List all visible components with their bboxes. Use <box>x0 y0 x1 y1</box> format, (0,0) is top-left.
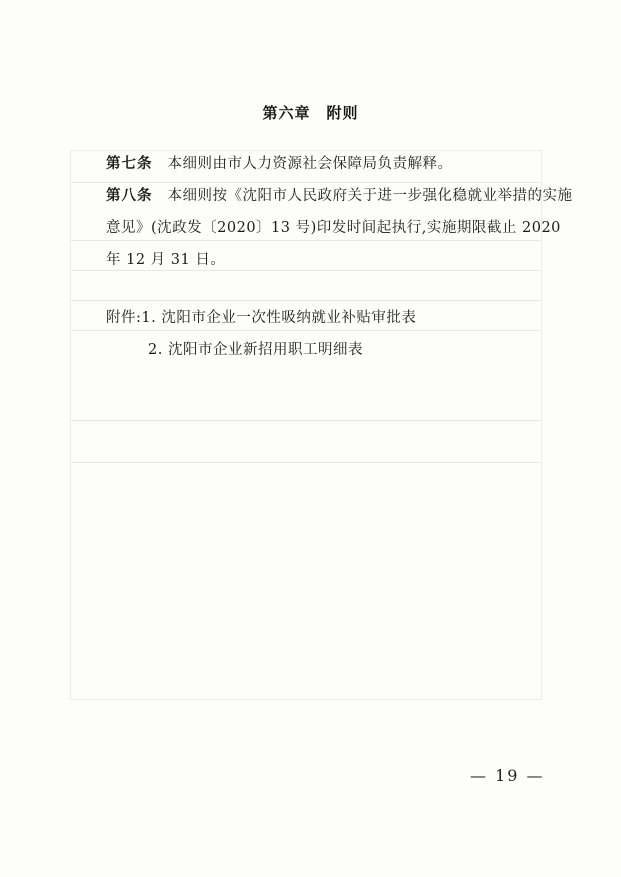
page-number: — 19 — <box>470 766 545 785</box>
chapter-title: 第六章 附则 <box>262 104 359 122</box>
article-8 <box>76 180 574 276</box>
article-text: 本细则由市人力资源社会保障局负责解释。 <box>167 156 453 172</box>
article-label: 第八条 <box>106 188 153 204</box>
bleed-through-rule <box>70 300 540 301</box>
article-label: 第七条 <box>106 156 153 172</box>
article-text: 本细则按《沈阳市人民政府关于进一步强化稳就业举措的实施意见》(沈政发〔2020〕13 号)印发时间起执行,实施期限截止 2020 年 12 月 31 日。 <box>106 188 573 268</box>
attachment-item-1: 附件:1. 沈阳市企业一次性吸纳就业补贴审批表 <box>106 310 417 326</box>
attachment-item-2: 2. 沈阳市企业新招用职工明细表 <box>148 342 363 358</box>
bleed-through-rule <box>70 462 540 463</box>
bleed-through-rule <box>70 330 540 331</box>
bleed-through-rule <box>70 420 540 421</box>
article-7 <box>76 148 574 180</box>
